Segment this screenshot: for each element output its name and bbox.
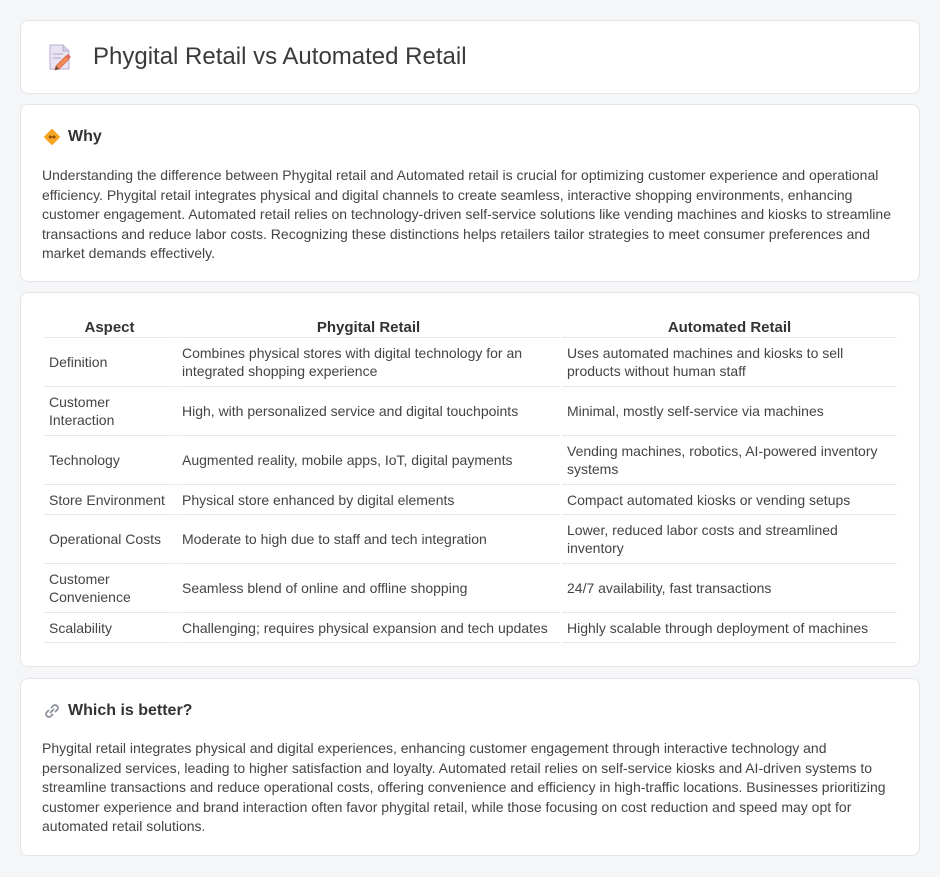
table-row <box>44 613 897 643</box>
better-header <box>43 702 192 720</box>
title-row <box>47 43 467 71</box>
better-text: Phygital retail integrates physical and digital experiences, enhancing customer engagement through interactive technology and personalized services, leading to higher satisfaction and loyalty. Automated retail relies on self-service kiosks and AI-driven systems to streamline transactions and reduce operational costs, offering convenience and efficiency in high-traffic locations. Businesses prioritizing customer experience and brand interaction often favor phygital retail, while those focusing on cost reduction and speed may opt for automated retail solutions. <box>42 740 886 835</box>
aspect-cell: Store Environment <box>44 485 175 515</box>
automated-cell: Highly scalable through deployment of machines <box>562 613 897 643</box>
header-automated: Automated Retail <box>562 317 897 338</box>
title-card <box>20 20 920 94</box>
automated-cell: Lower, reduced labor costs and streamlined inventory <box>562 515 897 564</box>
automated-cell: Vending machines, robotics, AI-powered inventory systems <box>562 436 897 485</box>
table-row <box>44 515 897 564</box>
phygital-cell: High, with personalized service and digital touchpoints <box>177 387 560 436</box>
aspect-cell: Technology <box>44 436 175 485</box>
why-text: Understanding the difference between Phygital retail and Automated retail is crucial for optimizing customer experience and operational efficiency. Phygital retail integrates physical and digital channels to create seamless, interactive shopping environments, enhancing customer engagement. Automated retail relies on technology-driven self-service solutions like vending machines and kiosks to streamline transactions and reduce labor costs. Recognizing these distinctions helps retailers tailor strategies to meet consumer preferences and market demands effectively. <box>42 167 891 262</box>
automated-cell: Minimal, mostly self-service via machines <box>562 387 897 436</box>
phygital-cell: Moderate to high due to staff and tech integration <box>177 515 560 564</box>
aspect-cell: Scalability <box>44 613 175 643</box>
comparison-table <box>42 317 899 643</box>
phygital-cell: Seamless blend of online and offline shopping <box>177 564 560 613</box>
aspect-cell: Customer Convenience <box>44 564 175 613</box>
automated-cell: Uses automated machines and kiosks to sell products without human staff <box>562 338 897 387</box>
phygital-cell: Combines physical stores with digital technology for an integrated shopping experience <box>177 338 560 387</box>
aspect-cell: Customer Interaction <box>44 387 175 436</box>
aspect-cell: Definition <box>44 338 175 387</box>
automated-cell: Compact automated kiosks or vending setups <box>562 485 897 515</box>
phygital-cell: Challenging; requires physical expansion and tech updates <box>177 613 560 643</box>
phygital-cell: Augmented reality, mobile apps, IoT, digital payments <box>177 436 560 485</box>
table-row <box>44 387 897 436</box>
automated-cell: 24/7 availability, fast transactions <box>562 564 897 613</box>
table-header-row <box>44 317 897 338</box>
phygital-cell: Physical store enhanced by digital elements <box>177 485 560 515</box>
table-row <box>44 338 897 387</box>
pencil-document-icon <box>47 43 73 71</box>
diamond-arrows-icon <box>43 128 61 146</box>
comparison-section <box>20 292 920 667</box>
aspect-cell: Operational Costs <box>44 515 175 564</box>
why-header <box>43 128 102 146</box>
header-aspect: Aspect <box>44 317 175 338</box>
link-icon <box>43 702 61 720</box>
better-heading: Which is better? <box>68 702 193 719</box>
why-section <box>20 104 920 282</box>
better-section <box>20 678 920 856</box>
why-heading: Why <box>68 128 102 145</box>
table-row <box>44 564 897 613</box>
table-row <box>44 436 897 485</box>
page-title: Phygital Retail vs Automated Retail <box>93 43 467 70</box>
table-row <box>44 485 897 515</box>
header-phygital: Phygital Retail <box>177 317 560 338</box>
